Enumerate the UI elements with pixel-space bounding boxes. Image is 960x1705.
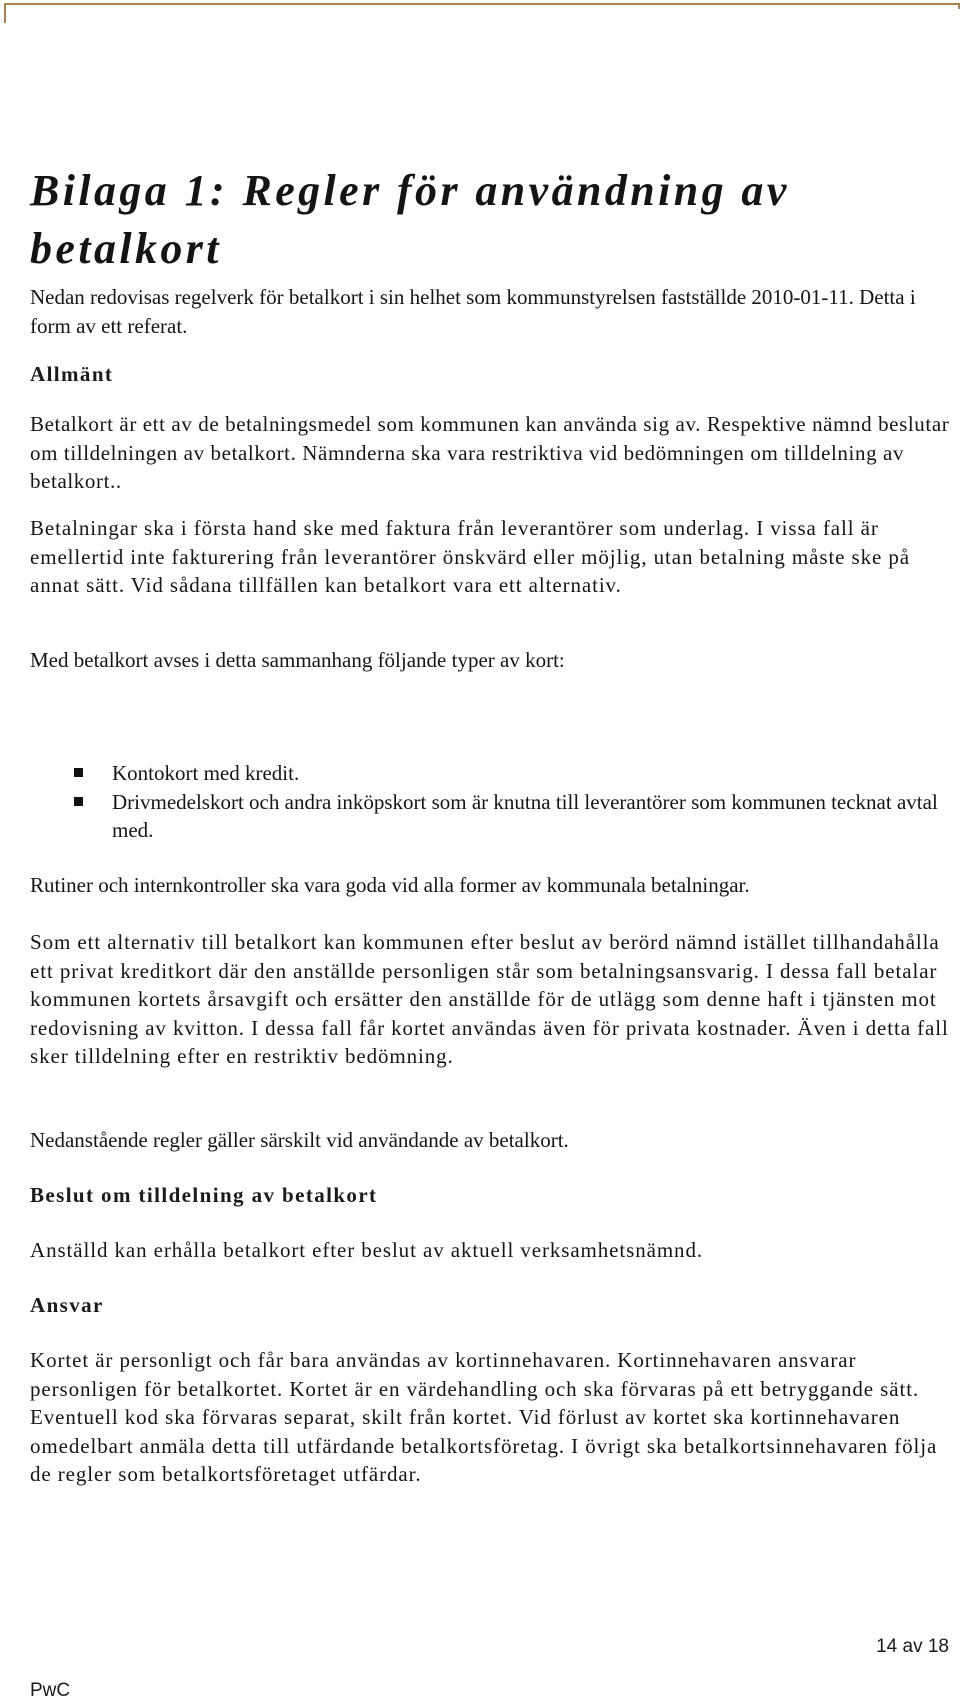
general-paragraph-3: Med betalkort avses i detta sammanhang följande typer av kort:	[30, 648, 565, 672]
general-paragraph-1: Betalkort är ett av de betalningsmedel som kommunen kan använda sig av. Respektive nämnd beslutar om tilldelningen av betalkort. Nämnderna ska vara restriktiva vid bedömningen om tilldelning av betalkort..	[30, 412, 950, 493]
general-paragraph-2: Betalningar ska i första hand ske med faktura från leverantörer som underlag. I vissa fall är emellertid inte fakturering från leverantörer önskvärd eller möjlig, utan betalning måste ske på annat sätt. Vid sådana tillfällen kan betalkort vara ett alternativ.	[30, 516, 911, 597]
page-number: 14 av 18	[876, 1636, 949, 1657]
square-bullet-icon	[74, 797, 83, 806]
general-paragraph-6: Nedanstående regler gäller särskilt vid användande av betalkort.	[30, 1128, 569, 1152]
list-item	[30, 759, 955, 788]
card-type-list	[30, 759, 955, 845]
footer-brand: PwC	[30, 1680, 71, 1701]
heading-decision: Beslut om tilldelning av betalkort	[30, 1183, 378, 1207]
list-item-text: Kontokort med kredit.	[112, 761, 300, 785]
list-item-text: Drivmedelskort och andra inköpskort som är knutna till leverantörer som kommunen tecknat avtal med.	[112, 789, 938, 842]
responsibility-paragraph: Kortet är personligt och får bara användas av kortinnehavaren. Kortinnehavaren ansvarar personligen för betalkortet. Kortet är en värdehandling och ska förvaras på ett betryggande sätt. Eventuell kod ska förvaras separat, skilt från kortet. Vid förlust av kortet ska kortinnehavaren omedelbart anmäla detta till utfärdande betalkortsföretag. I övrigt ska betalkortsinnehavaren följa de regler som betalkortsföretaget utfärdar.	[30, 1348, 938, 1486]
list-item	[30, 788, 955, 845]
heading-responsibility: Ansvar	[30, 1293, 104, 1317]
intro-paragraph: Nedan redovisas regelverk för betalkort i sin helhet som kommunstyrelsen fastställde 2010-01-11. Detta i form av ett referat.	[30, 285, 916, 338]
document-title: Bilaga 1: Regler för användning av betalkort	[30, 166, 790, 273]
general-paragraph-5: Som ett alternativ till betalkort kan kommunen efter beslut av berörd nämnd istället tillhandahålla ett privat kreditkort där den anställde personligen står som betalningsansvarig. I dessa fall betalar kommunen kortets årsavgift och ersätter den anställde för de utlägg som denne haft i tjänsten mot redovisning av kvitton. I dessa fall får kortet användas även för privata kostnader. Även i detta fall sker tilldelning efter en restriktiv bedömning.	[30, 930, 949, 1068]
heading-general: Allmänt	[30, 362, 114, 386]
square-bullet-icon	[74, 768, 83, 777]
page-corner-mark	[4, 3, 959, 23]
decision-paragraph: Anställd kan erhålla betalkort efter beslut av aktuell verksamhetsnämnd.	[30, 1238, 704, 1262]
general-paragraph-4: Rutiner och internkontroller ska vara goda vid alla former av kommunala betalningar.	[30, 873, 750, 897]
